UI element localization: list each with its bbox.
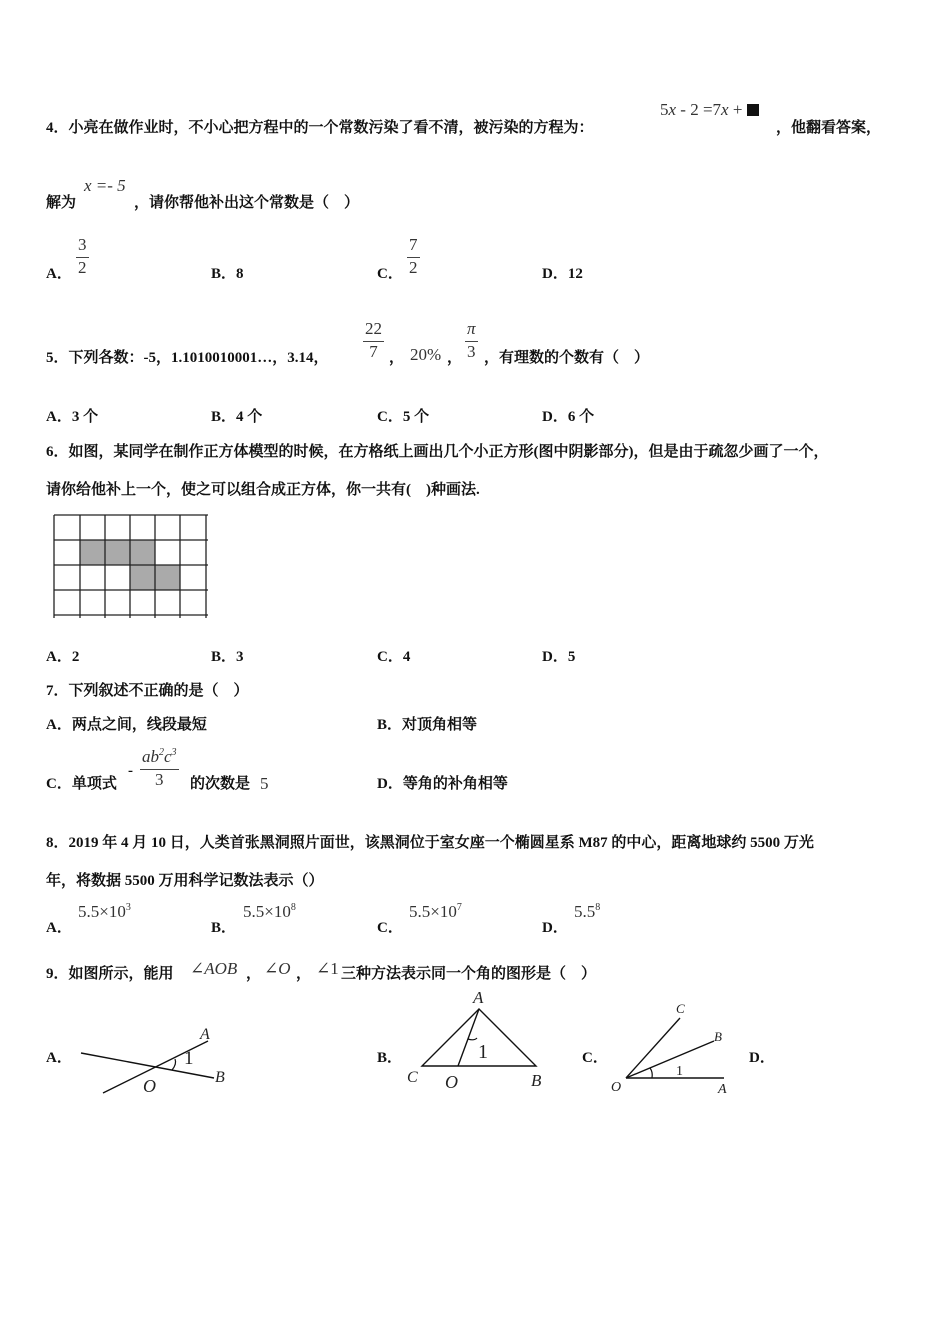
- q6-option-b[interactable]: B．3: [211, 649, 244, 665]
- ink-blot-icon: [747, 104, 759, 116]
- q4-option-c-label[interactable]: C．: [377, 266, 403, 282]
- label-c: C: [676, 1001, 685, 1016]
- label-a: A: [473, 988, 484, 1007]
- label-b: B: [531, 1071, 542, 1090]
- fraction-numerator: 7: [409, 235, 418, 254]
- q8-option-c-value: $5.5\times 10^7$: [409, 902, 462, 921]
- q7-option-d[interactable]: D．等角的补角相等: [377, 776, 508, 792]
- q7-minus-sign: -: [128, 763, 133, 779]
- q7-stem: 7．下列叙述不正确的是（ ）: [46, 683, 249, 699]
- shaded-square: [105, 540, 130, 565]
- label-1: 1: [676, 1064, 683, 1079]
- q7-monomial: [140, 747, 179, 789]
- q8-option-a-value: $5.5\times 10^3$: [78, 902, 131, 921]
- q4-answer: x =- 5: [84, 176, 126, 195]
- q6-line-2: 请你给他补上一个，使之可以组合成正方体，你一共有( )种画法.: [46, 482, 480, 498]
- line-ob: [81, 1053, 214, 1078]
- q4-option-a-label[interactable]: A．: [46, 266, 72, 282]
- label-1: 1: [184, 1048, 194, 1069]
- q8-line-1: 8．2019 年 4 月 10 日，人类首张黑洞照片面世，该黑洞位于室女座一个椭圆星系 M87 的中心，距离地球约 5500 万光: [46, 835, 814, 851]
- ray-ob: [626, 1041, 714, 1078]
- label-c: C: [407, 1069, 418, 1086]
- q4-stem-a: 4．小亮在做作业时，不小心把方程中的一个常数污染了看不清，被污染的方程为：: [46, 120, 594, 136]
- q4-option-b[interactable]: B．8: [211, 266, 244, 282]
- q9-figure-b: [402, 986, 552, 1092]
- q9-option-a[interactable]: A．: [46, 1050, 72, 1066]
- q4-stem-b: ，他翻看答案，: [776, 120, 882, 136]
- angle-arc: [468, 1038, 477, 1040]
- label-1: 1: [478, 1041, 488, 1063]
- q9-option-d[interactable]: D．: [749, 1050, 775, 1066]
- q8-option-d-value: $5.5^8$: [574, 902, 601, 921]
- shaded-square: [155, 565, 180, 590]
- q5-comma-1: ，: [389, 350, 405, 366]
- q9-figure-a: [76, 1020, 236, 1100]
- q4-option-c-fraction: [407, 236, 420, 277]
- shaded-square: [80, 540, 105, 565]
- q9-angle-o: ∠O: [264, 959, 291, 978]
- fraction-denominator: 2: [78, 257, 87, 277]
- q7-option-c-prefix[interactable]: C．单项式: [46, 776, 117, 792]
- label-a: A: [718, 1082, 727, 1097]
- q4-stem-c: ，请你帮他补出这个常数是（ ）: [134, 195, 360, 211]
- fraction-denominator: 7: [369, 341, 378, 361]
- q8-option-a-label[interactable]: A．: [46, 920, 72, 936]
- q6-option-c[interactable]: C．4: [377, 649, 411, 665]
- label-o: O: [143, 1076, 156, 1096]
- q7-option-c-value: 5: [260, 774, 269, 793]
- fraction-denominator: 3: [467, 341, 476, 361]
- grid-figure: [50, 512, 212, 620]
- label-o: O: [611, 1080, 622, 1095]
- q4-option-a-fraction: [76, 236, 89, 277]
- q9-stem-a: 9．如图所示，能用: [46, 966, 174, 982]
- q9-figure-c: [606, 998, 746, 1098]
- label-a: A: [200, 1026, 210, 1043]
- angle-arc: [650, 1068, 652, 1078]
- angle-arc: [172, 1059, 176, 1070]
- shaded-square: [130, 540, 155, 565]
- q8-option-d-label[interactable]: D．: [542, 920, 568, 936]
- q5-option-b[interactable]: B．4 个: [211, 409, 263, 425]
- q6-option-d[interactable]: D．5: [542, 649, 576, 665]
- q5-option-a[interactable]: A．3 个: [46, 409, 99, 425]
- q5-option-c[interactable]: C．5 个: [377, 409, 430, 425]
- fraction-denominator: 2: [409, 257, 418, 277]
- fraction-numerator: 3: [78, 235, 87, 254]
- q5-percent: 20%: [410, 345, 442, 364]
- ray-oc: [626, 1018, 680, 1078]
- label-b: B: [714, 1029, 722, 1044]
- q9-sep-1: ，: [246, 966, 262, 982]
- monomial-numerator: $ab^2c^3$: [142, 747, 177, 766]
- q4-answer-prefix: 解为: [46, 195, 77, 211]
- q8-line-2: 年，将数据 5500 万用科学记数法表示（）: [46, 873, 324, 889]
- fraction-numerator: 22: [365, 319, 382, 338]
- q9-angle-aob: ∠AOB: [190, 959, 238, 978]
- q5-comma-2: ，: [447, 350, 463, 366]
- q4-equation: 5x - 2 =7x +: [660, 100, 759, 120]
- q9-stem-b: 三种方法表示同一个角的图形是（ ）: [341, 966, 597, 982]
- q8-option-c-label[interactable]: C．: [377, 920, 403, 936]
- q5-fraction-pi-3: [465, 320, 478, 361]
- q9-option-c[interactable]: C．: [582, 1050, 608, 1066]
- q5-option-d[interactable]: D．6 个: [542, 409, 595, 425]
- label-b: B: [215, 1069, 225, 1086]
- q7-option-b[interactable]: B．对顶角相等: [377, 717, 478, 733]
- q9-angle-1: ∠1: [316, 959, 339, 978]
- q7-option-c-suffix: 的次数是: [190, 776, 251, 792]
- label-o: O: [445, 1072, 458, 1092]
- segment-oa: [458, 1009, 479, 1066]
- q8-option-b-label[interactable]: B．: [211, 920, 237, 936]
- q9-option-b[interactable]: B．: [377, 1050, 403, 1066]
- q4-option-d[interactable]: D．12: [542, 266, 583, 282]
- fraction-numerator: π: [467, 319, 476, 338]
- q8-option-b-value: $5.5\times 10^8$: [243, 902, 296, 921]
- monomial-denominator: 3: [155, 769, 164, 789]
- q5-stem-a: 5．下列各数：-5，1.1010010001…，3.14，: [46, 350, 329, 366]
- q5-stem-b: ，有理数的个数有（ ）: [484, 350, 650, 366]
- q6-line-1: 6．如图，某同学在制作正方体模型的时候，在方格纸上画出几个小正方形(图中阴影部分)，但是由于疏忽少画了一个，: [46, 444, 829, 460]
- q5-fraction-22-7: [363, 320, 384, 361]
- q7-option-a[interactable]: A．两点之间，线段最短: [46, 717, 207, 733]
- q6-option-a[interactable]: A．2: [46, 649, 80, 665]
- q9-sep-2: ，: [296, 966, 312, 982]
- shaded-square: [130, 565, 155, 590]
